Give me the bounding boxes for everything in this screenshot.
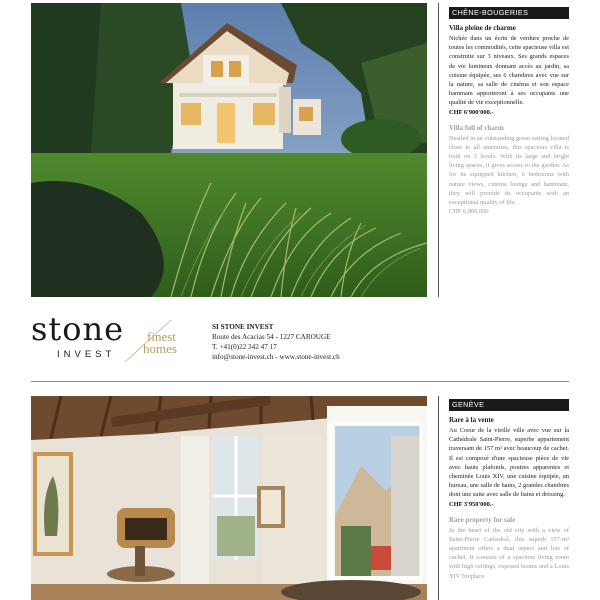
column-divider — [438, 3, 439, 297]
listing-title-en: Villa full of charm — [449, 123, 504, 132]
agency-web-contact[interactable]: info@stone-invest.ch - www.stone-invest.ch — [212, 353, 340, 361]
listing-price-fr: CHF 6'900'000.- — [449, 108, 494, 116]
listing-geneve — [449, 399, 569, 581]
agency-address: Route des Acacias 54 - 1227 CAROUGE — [212, 333, 331, 341]
listing-title-en: Rare property for sale — [449, 515, 516, 524]
agency-tagline-finest: finest — [147, 329, 176, 344]
agency-tagline-homes: homes — [143, 341, 177, 356]
listing-title-fr: Villa pleine de charme — [449, 24, 516, 32]
listing-price-fr: CHF 3'950'000.- — [449, 500, 494, 508]
agency-logo-subtitle: INVEST — [57, 349, 116, 360]
agency-name: SI STONE INVEST — [212, 323, 274, 331]
listing-price-en: CHF 6,900,000 — [449, 208, 489, 216]
listing-description-fr: Au Coeur de la vieille ville avec vue sur la Cathédrale Saint-Pierre, superbe appartement traversant de 157 m² avec beaucoup de cachet. Il est composé d'une spacieuse pièce de vie avec hauts plafonds, poutres apparentes et cheminée Louis XIV, une cuisine équipée, un bureau, une salle de bains, 2 grandes chambres dont une suite avec salle de bains et dressing. — [449, 427, 569, 499]
listing-description-en: Nestled in an outstanding green setting located close to all amenities, this spacious villa is built on 3 levels. With its large and bright living spaces, it gives access to the garden. As for its equipped kitchen, 6 bedrooms with nature views, cinema lounge and hammam, they will provide its occupants with an exceptional quality of life. — [449, 134, 569, 207]
location-badge: CHÊNE-BOUGERIES — [449, 7, 569, 19]
agency-phone: T. +41(0)22 342 47 17 — [212, 343, 277, 351]
agency-contact — [212, 322, 412, 362]
listing-title-fr: Rare à la vente — [449, 416, 494, 424]
agency-logo-wordmark: stone — [31, 310, 125, 348]
listing-description-en: In the heart of the old city with a view of Saint-Pierre Cathedral, this superb 157-m² apartment offers a dual aspect and lots of cachet. It consists of a spacious living room with high ceilings, exposed beams and a Louis XIV fireplace — [449, 526, 569, 580]
listing-description-fr: Nichée dans un écrin de verdure proche de toutes les commodités, cette spacieuse villa est construite sur 3 niveaux. Ses grands espaces de vie lumineux donnant accès au jardin, sa cuisine équipée, ses 6 chambres avec vue sur la nature, sa salle de cinéma et son espace hammam apporteront à ses occupants une qualité de vie exceptionnelle. — [449, 35, 569, 107]
location-badge: GENÈVE — [449, 399, 569, 411]
apartment-photo — [31, 396, 427, 600]
agency-block — [31, 312, 571, 367]
villa-photo — [31, 3, 427, 297]
listing-chene-bougeries — [449, 7, 569, 216]
column-divider — [438, 396, 439, 600]
section-divider — [31, 381, 569, 382]
